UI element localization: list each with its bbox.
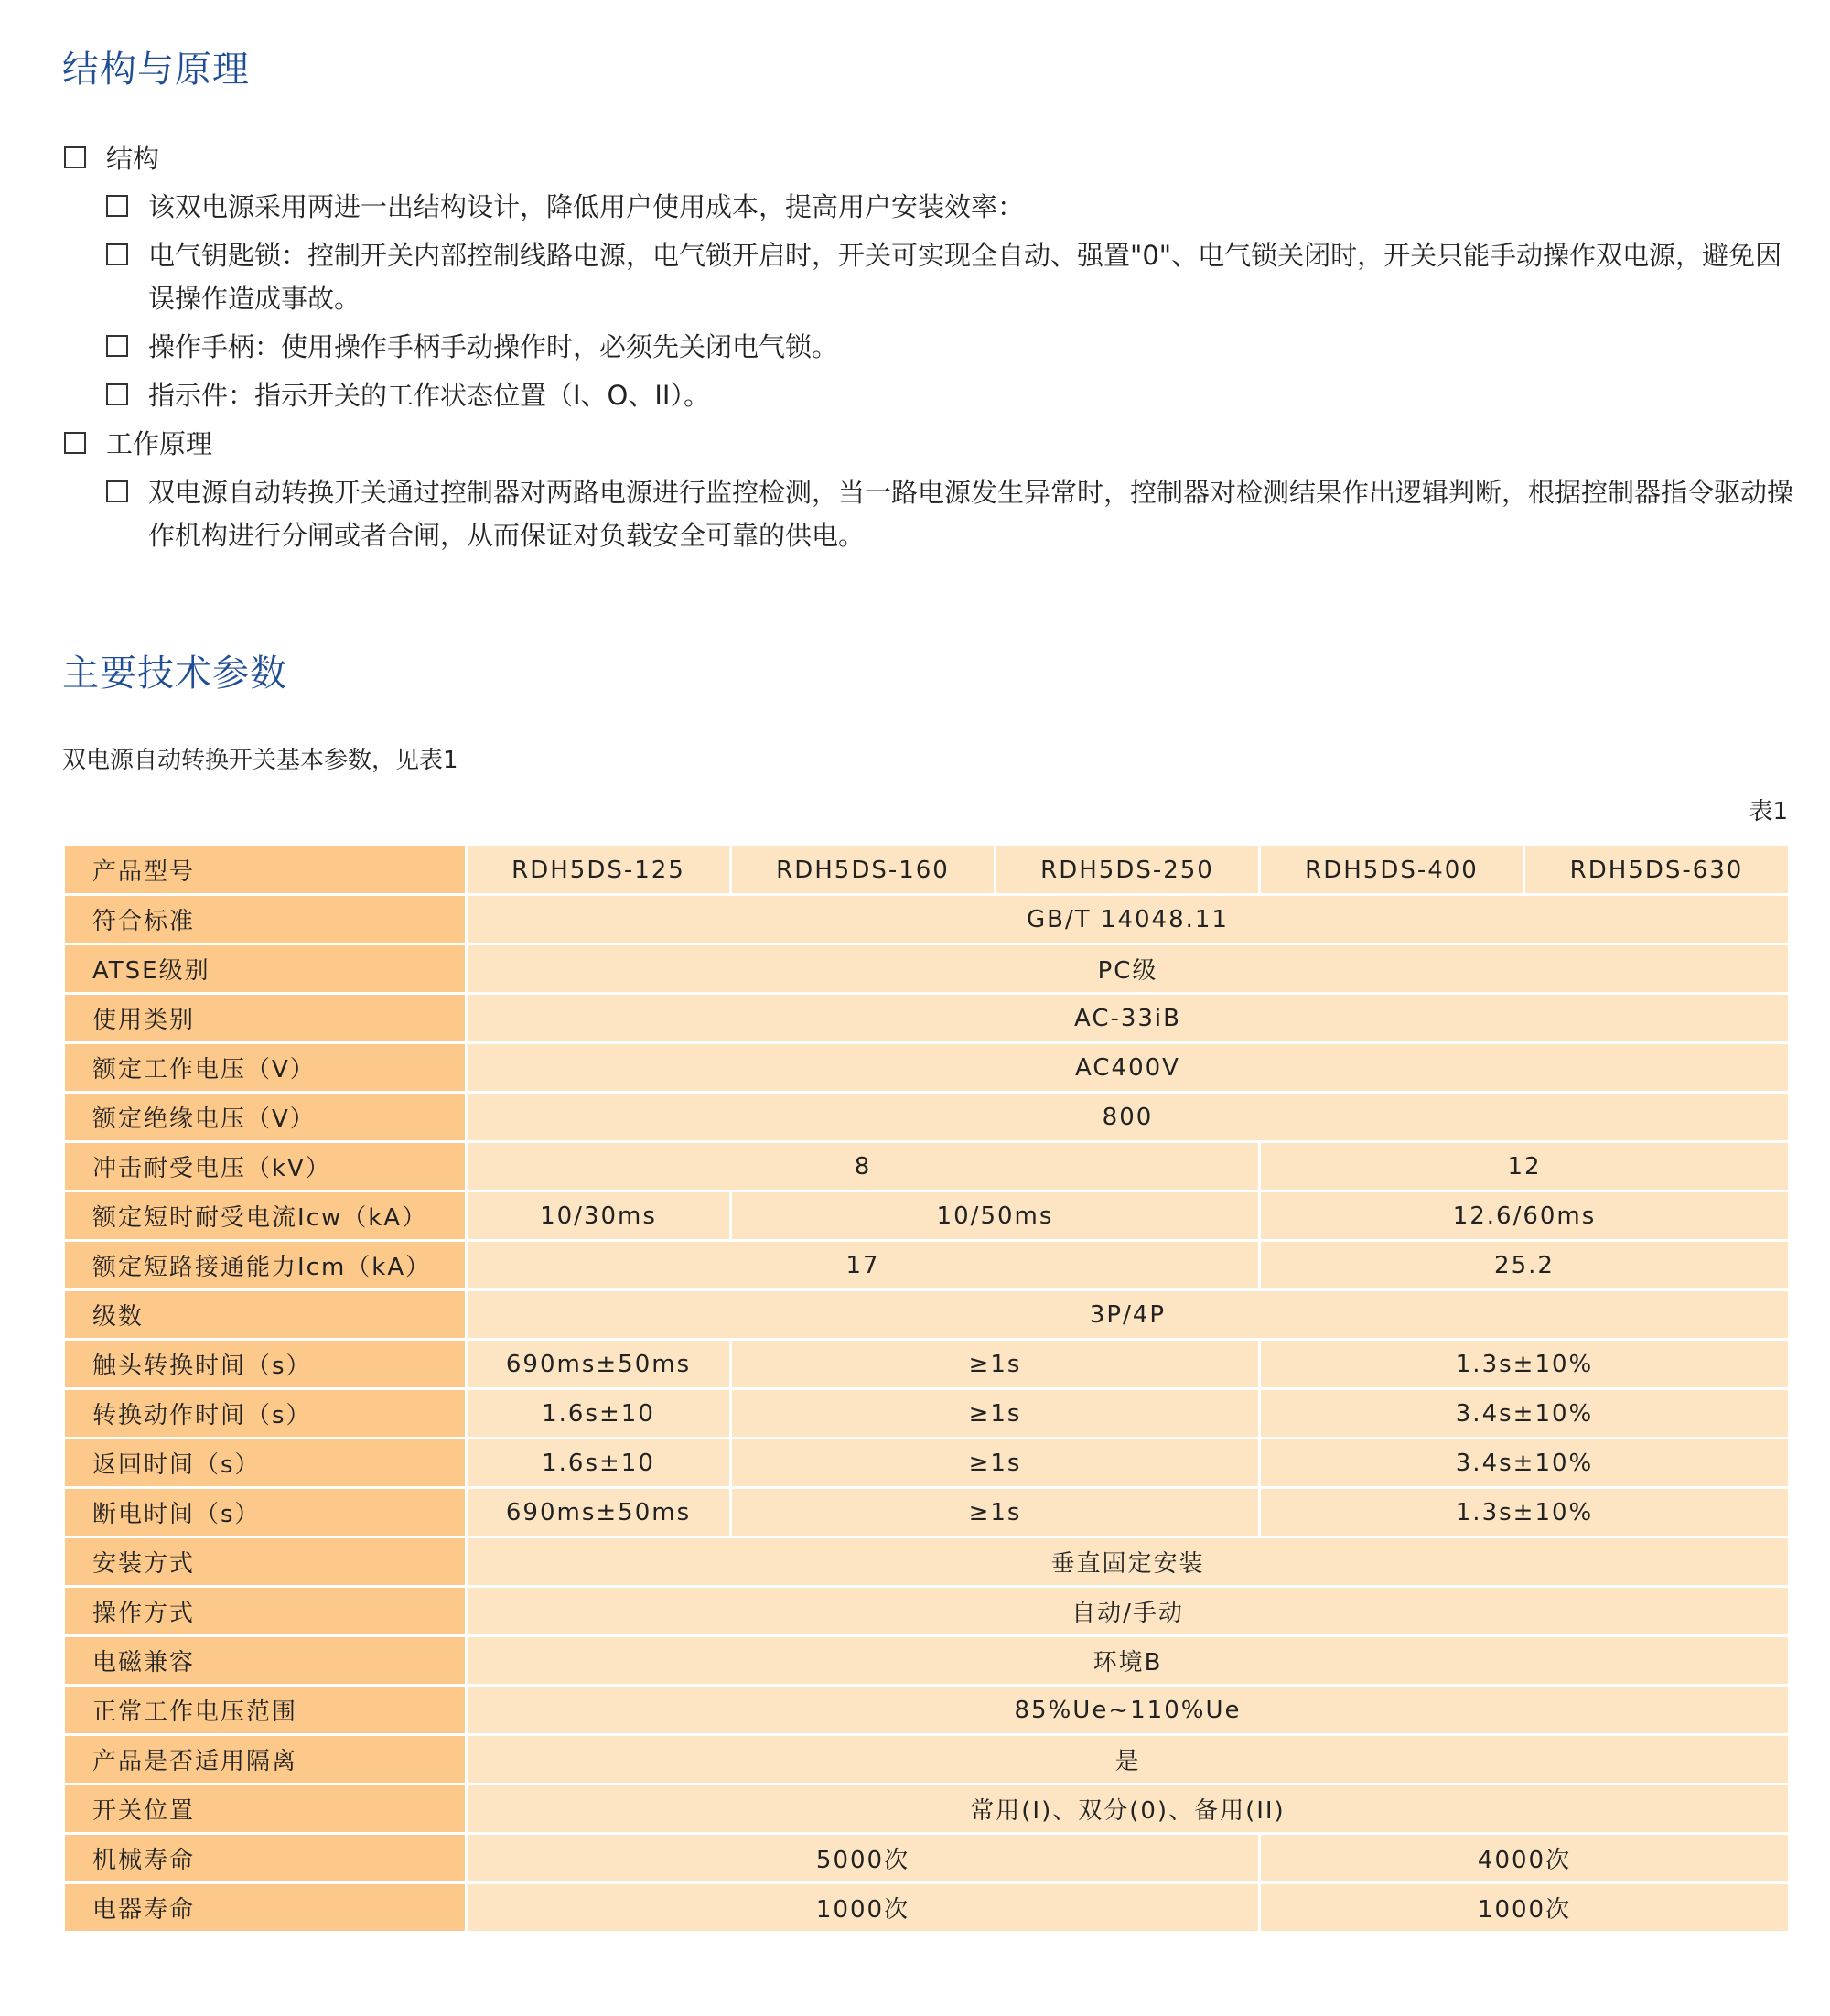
table-row (64, 944, 1790, 994)
row-label: 额定绝缘电压（V） (64, 1093, 467, 1142)
row-label: 正常工作电压范围 (64, 1686, 467, 1735)
table-cell: 常用(I)、双分(0)、备用(II) (467, 1784, 1790, 1834)
table-intro: 双电源自动转换开关基本参数，见表1 (62, 747, 458, 774)
table-cell: RDH5DS-125 (467, 846, 731, 895)
row-label: 电器寿命 (64, 1883, 467, 1933)
checkbox-square-icon (106, 383, 128, 405)
table-cell: 自动/手动 (467, 1587, 1790, 1636)
row-label: 电磁兼容 (64, 1636, 467, 1686)
checkbox-square-icon (106, 195, 128, 217)
table-cell: RDH5DS-160 (731, 846, 996, 895)
table-row (64, 1389, 1790, 1439)
row-label: 产品型号 (64, 846, 467, 895)
list-item-text: 电气钥匙锁：控制开关内部控制线路电源，电气锁开启时，开关可实现全自动、强置"0"、电气锁关闭时，开关只能手动操作双电源，避免因误操作造成事故。 (148, 240, 1782, 314)
table-row (64, 1686, 1790, 1735)
list-item (62, 374, 1801, 417)
table-cell: 3.4s±10% (1260, 1439, 1790, 1488)
table-row (64, 1093, 1790, 1142)
row-label: 断电时间（s） (64, 1488, 467, 1537)
table-cell: 12.6/60ms (1260, 1191, 1790, 1241)
table-cell: ≥1s (731, 1340, 1260, 1389)
table-cell: ≥1s (731, 1439, 1260, 1488)
table-row (64, 1537, 1790, 1587)
table-cell: 1.6s±10 (467, 1389, 731, 1439)
structure-list (62, 137, 1801, 557)
table-cell: 25.2 (1260, 1241, 1790, 1290)
list-heading (62, 137, 1801, 180)
table-cell: 85%Ue~110%Ue (467, 1686, 1790, 1735)
table-cell: 1.3s±10% (1260, 1488, 1790, 1537)
checkbox-square-icon (106, 335, 128, 357)
row-label: 额定短路接通能力Icm（kA） (64, 1241, 467, 1290)
table-row (64, 1784, 1790, 1834)
row-label: 产品是否适用隔离 (64, 1735, 467, 1784)
section-title-structure: 结构与原理 (62, 49, 250, 91)
table-row (64, 895, 1790, 944)
table-row (64, 1142, 1790, 1191)
section-title-parameters: 主要技术参数 (62, 652, 287, 695)
table-cell: 3.4s±10% (1260, 1389, 1790, 1439)
row-label: 转换动作时间（s） (64, 1389, 467, 1439)
list-item-text: 指示件：指示开关的工作状态位置（I、O、II）。 (148, 380, 710, 411)
row-label: 冲击耐受电压（kV） (64, 1142, 467, 1191)
table-row (64, 1241, 1790, 1290)
list-item-text: 操作手柄：使用操作手柄手动操作时，必须先关闭电气锁。 (148, 331, 839, 362)
table-cell: 环境B (467, 1636, 1790, 1686)
table-row (64, 1735, 1790, 1784)
row-label: 级数 (64, 1290, 467, 1340)
list-item-text: 该双电源采用两进一出结构设计，降低用户使用成本，提高用户安装效率： (148, 191, 1025, 222)
table-row (64, 1043, 1790, 1093)
table-cell: 1000次 (467, 1883, 1260, 1933)
list-item-text: 结构 (106, 143, 160, 174)
row-label: 操作方式 (64, 1587, 467, 1636)
row-label: 使用类别 (64, 994, 467, 1043)
table-cell: AC400V (467, 1043, 1790, 1093)
row-label: 额定工作电压（V） (64, 1043, 467, 1093)
table-cell: AC-33iB (467, 994, 1790, 1043)
list-item (62, 234, 1801, 320)
table-cell: ≥1s (731, 1389, 1260, 1439)
list-heading (62, 423, 1801, 466)
table-cell: 是 (467, 1735, 1790, 1784)
table-cell: 10/30ms (467, 1191, 731, 1241)
table-cell: 10/50ms (731, 1191, 1260, 1241)
table-cell: 4000次 (1260, 1834, 1790, 1883)
table-cell: 1000次 (1260, 1883, 1790, 1933)
table-row (64, 1290, 1790, 1340)
table-cell: GB/T 14048.11 (467, 895, 1790, 944)
table-number: 表1 (1749, 798, 1788, 825)
table-cell: RDH5DS-250 (996, 846, 1260, 895)
table-row (64, 1834, 1790, 1883)
table-row (64, 1587, 1790, 1636)
row-label: 开关位置 (64, 1784, 467, 1834)
table-cell: 800 (467, 1093, 1790, 1142)
row-label: 触头转换时间（s） (64, 1340, 467, 1389)
list-item (62, 471, 1801, 557)
table-row (64, 994, 1790, 1043)
checkbox-square-icon (64, 432, 86, 454)
row-label: 返回时间（s） (64, 1439, 467, 1488)
checkbox-square-icon (106, 243, 128, 265)
parameter-table (62, 844, 1791, 1934)
table-cell: 12 (1260, 1142, 1790, 1191)
table-cell: 5000次 (467, 1834, 1260, 1883)
row-label: 安装方式 (64, 1537, 467, 1587)
table-cell: 17 (467, 1241, 1260, 1290)
table-cell: PC级 (467, 944, 1790, 994)
list-item-text: 工作原理 (106, 428, 213, 459)
table-row (64, 1340, 1790, 1389)
table-row (64, 1636, 1790, 1686)
table-row (64, 1191, 1790, 1241)
table-row (64, 1488, 1790, 1537)
table-cell: 垂直固定安装 (467, 1537, 1790, 1587)
row-label: ATSE级别 (64, 944, 467, 994)
table-row (64, 1883, 1790, 1933)
table-cell: ≥1s (731, 1488, 1260, 1537)
table-row (64, 1439, 1790, 1488)
table-cell: 1.6s±10 (467, 1439, 731, 1488)
table-row (64, 846, 1790, 895)
table-cell: 1.3s±10% (1260, 1340, 1790, 1389)
table-cell: RDH5DS-630 (1524, 846, 1790, 895)
table-cell: 8 (467, 1142, 1260, 1191)
list-item (62, 186, 1801, 229)
table-cell: 3P/4P (467, 1290, 1790, 1340)
table-cell: RDH5DS-400 (1260, 846, 1524, 895)
checkbox-square-icon (64, 146, 86, 168)
list-item (62, 326, 1801, 369)
table-cell: 690ms±50ms (467, 1340, 731, 1389)
table-cell: 690ms±50ms (467, 1488, 731, 1537)
list-item-text: 双电源自动转换开关通过控制器对两路电源进行监控检测，当一路电源发生异常时，控制器对检测结果作出逻辑判断，根据控制器指令驱动操作机构进行分闸或者合闸，从而保证对负载安全可靠的供电。 (148, 477, 1794, 551)
row-label: 符合标准 (64, 895, 467, 944)
checkbox-square-icon (106, 480, 128, 502)
row-label: 额定短时耐受电流Icw（kA） (64, 1191, 467, 1241)
row-label: 机械寿命 (64, 1834, 467, 1883)
